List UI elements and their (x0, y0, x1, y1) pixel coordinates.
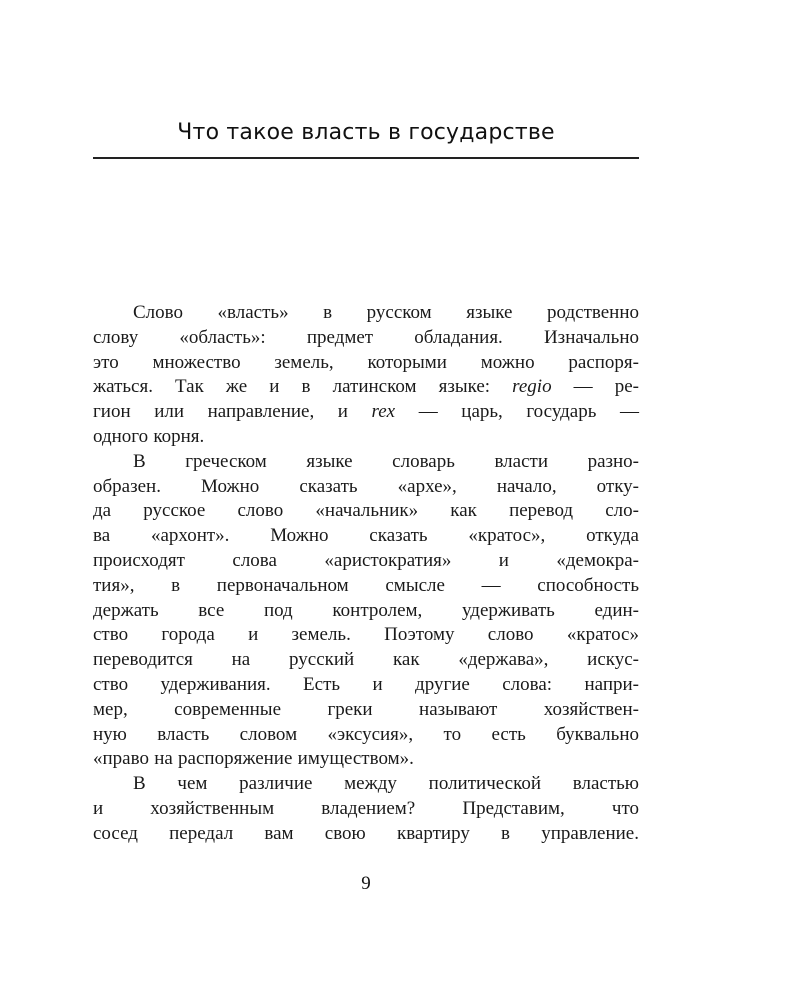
text-run: образен. Можно сказать «архе», начало, отку- (93, 475, 639, 497)
text-line (93, 475, 639, 500)
text-run: ство удерживания. Есть и другие слова: напри- (93, 673, 639, 695)
text-run: ство города и земель. Поэтому слово «кратос» (93, 624, 639, 646)
paragraph (93, 772, 639, 846)
header-rule (93, 157, 639, 159)
text-line (93, 400, 639, 425)
text-run: ную власть словом «эксусия», то есть буквально (93, 723, 639, 745)
text-line (93, 648, 639, 673)
text-line (93, 450, 639, 475)
text-run: В чем различие между политической властью (133, 773, 639, 795)
text-run: да русское слово «начальник» как перевод сло- (93, 500, 639, 522)
text-run: это множество земель, которыми можно распоря- (93, 351, 639, 373)
italic-term: rex (371, 401, 396, 423)
text-run: «право на распоряжение имуществом». (93, 748, 414, 770)
text-line (93, 326, 639, 351)
text-line (93, 574, 639, 599)
text-run: сосед передал вам свою квартиру в управление. (93, 822, 639, 844)
text-run: Слово «власть» в русском языке родственно (133, 302, 639, 323)
text-line (93, 351, 639, 376)
text-run: ва «архонт». Можно сказать «кратос», откуда (93, 525, 639, 547)
page-number: 9 (361, 873, 371, 894)
text-line (93, 723, 639, 748)
text-line (93, 499, 639, 524)
italic-term: regio (512, 376, 552, 398)
text-run: происходят слова «аристократия» и «демокра- (93, 549, 639, 571)
paragraph (93, 301, 639, 450)
text-run: — ре- (551, 376, 639, 398)
text-run: переводится на русский как «держава», искус- (93, 649, 639, 671)
text-line (93, 524, 639, 549)
text-run: гион или направление, и (93, 401, 372, 423)
text-run: мер, современные греки называют хозяйствен- (93, 698, 639, 720)
text-run: держать все под контролем, удерживать един- (93, 599, 639, 621)
text-line (93, 375, 639, 400)
text-run: жаться. Так же и в латинском языке: (93, 376, 513, 398)
text-run: В греческом языке словарь власти разно- (133, 450, 639, 472)
body-text (93, 301, 639, 847)
text-run: одного корня. (93, 425, 205, 447)
text-run: и хозяйственным владением? Представим, что (93, 797, 639, 819)
text-line (93, 673, 639, 698)
text-line (93, 747, 639, 772)
text-run: слову «область»: предмет обладания. Изначально (93, 326, 639, 348)
text-line (93, 698, 639, 723)
text-run: тия», в первоначальном смысле — способность (93, 574, 639, 596)
text-line (93, 549, 639, 574)
text-line (93, 301, 639, 326)
paragraph (93, 450, 639, 772)
text-line (93, 623, 639, 648)
text-line (93, 425, 639, 450)
text-run: — царь, государь — (395, 401, 639, 423)
running-head: Что такое власть в государстве (177, 120, 555, 145)
text-line (93, 599, 639, 624)
text-line (93, 772, 639, 797)
text-line (93, 797, 639, 822)
text-line (93, 822, 639, 847)
